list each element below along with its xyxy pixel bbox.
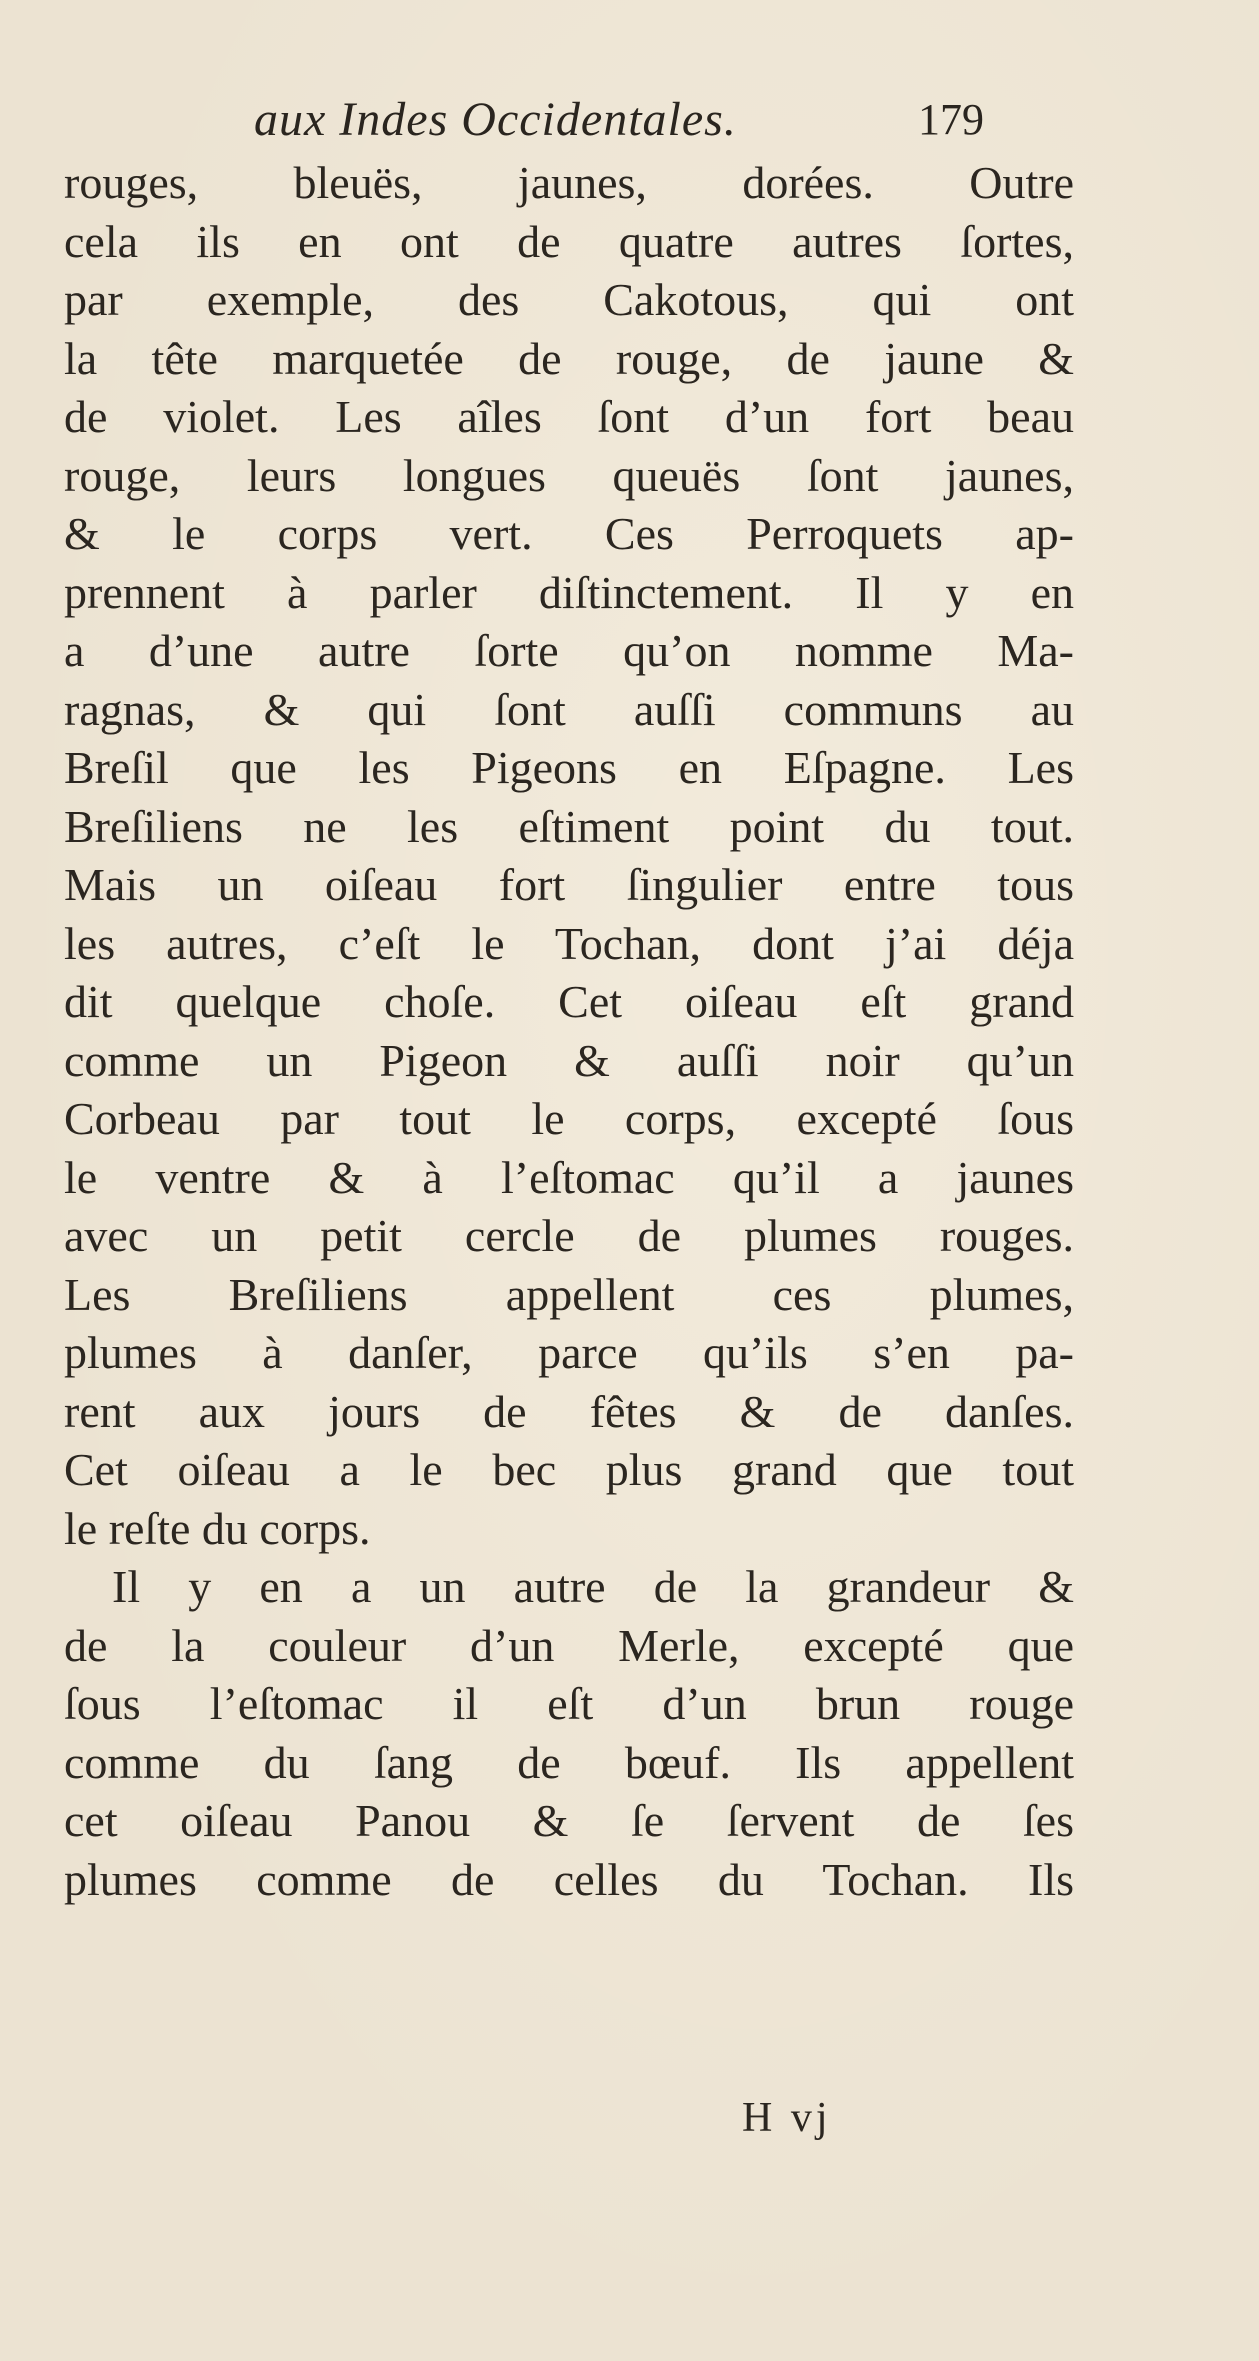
text-line: comme du ſang de bœuf. Ils appellent xyxy=(64,1736,1074,1788)
running-head: aux Indes Occidentales. xyxy=(254,93,737,146)
text-line: rouges, bleuës, jaunes, dorées. Outre xyxy=(64,157,1074,208)
text-line: cet oiſeau Panou & ſe ſervent de ſes xyxy=(64,1795,1074,1846)
text-line: ſous l’eſtomac il eſt d’un brun rouge xyxy=(64,1678,1074,1729)
text-line: prennent à parler diſtinctement. Il y en xyxy=(64,566,1074,618)
text-line: avec un petit cercle de plumes rouges. xyxy=(64,1210,1074,1261)
page-number: 179 xyxy=(918,95,984,144)
text-line: comme un Pigeon & auſſi noir qu’un xyxy=(64,1034,1074,1086)
text-line: plumes comme de celles du Tochan. Ils xyxy=(64,1853,1074,1905)
text-line: Cet oiſeau a le bec plus grand que tout xyxy=(64,1444,1074,1495)
text-line: les autres, c’eſt le Tochan, dont j’ai déja xyxy=(64,917,1074,969)
paragraph-end-line: le reſte du corps. xyxy=(64,1502,371,1554)
text-line: Breſiliens ne les eſtiment point du tout. xyxy=(64,800,1074,852)
text-line: rent aux jours de fêtes & de danſes. xyxy=(64,1385,1074,1437)
text-line: Corbeau par tout le corps, excepté ſous xyxy=(64,1093,1074,1144)
text-line: le ventre & à l’eſtomac qu’il a jaunes xyxy=(64,1151,1074,1203)
text-line: Mais un oiſeau fort ſingulier entre tous xyxy=(64,859,1074,910)
text-line: plumes à danſer, parce qu’ils s’en pa- xyxy=(64,1327,1074,1378)
page-header xyxy=(254,92,984,162)
text-line: de violet. Les aîles ſont d’un fort beau xyxy=(64,391,1074,442)
body-text xyxy=(64,154,1074,1909)
text-line: & le corps vert. Ces Perroquets ap- xyxy=(64,508,1074,559)
text-line: cela ils en ont de quatre autres ſortes, xyxy=(64,215,1074,267)
text-line: Les Breſiliens appellent ces plumes, xyxy=(64,1268,1074,1320)
text-line: ragnas, & qui ſont auſſi communs au xyxy=(64,683,1074,735)
text-line: par exemple, des Cakotous, qui ont xyxy=(64,274,1074,325)
text-line: Breſil que les Pigeons en Eſpagne. Les xyxy=(64,742,1074,793)
text-line: a d’une autre ſorte qu’on nomme Ma- xyxy=(64,625,1074,676)
signature-mark: H vj xyxy=(742,2095,832,2141)
text-line: la tête marquetée de rouge, de jaune & xyxy=(64,332,1074,384)
paragraph-start-line: Il y en a un autre de la grandeur & xyxy=(112,1561,1074,1612)
text-line: de la couleur d’un Merle, excepté que xyxy=(64,1619,1074,1671)
text-line: rouge, leurs longues queuës ſont jaunes, xyxy=(64,449,1074,501)
text-line: dit quelque choſe. Cet oiſeau eſt grand xyxy=(64,976,1074,1027)
